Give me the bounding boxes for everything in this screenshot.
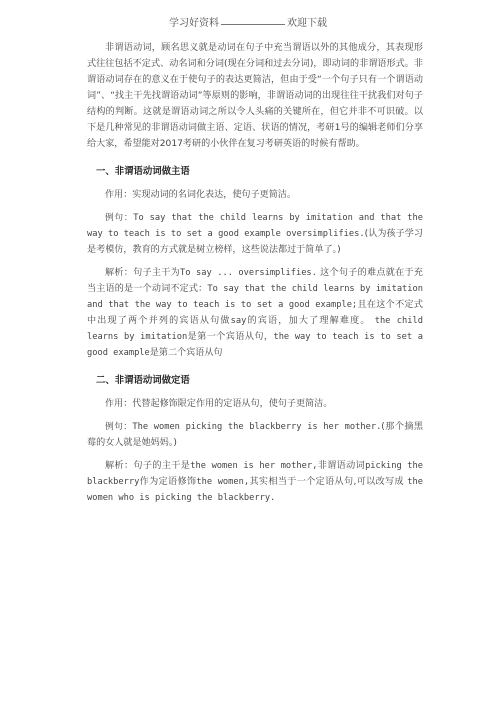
analysis-english: To say ... oversimplifies.: [180, 268, 317, 278]
analysis-text: 的宾语，加大了理解难度。: [246, 316, 371, 326]
header-left-text: 学习好资料: [169, 18, 219, 29]
analysis-paragraph: [87, 458, 423, 506]
analysis-english: the way to teach is to set a good example: [87, 332, 423, 358]
analysis-paragraph: [87, 265, 423, 361]
analysis-english: the women who is picking the blackberry.: [87, 477, 423, 503]
analysis-english: picking the blackberry: [87, 461, 423, 487]
section-heading-subject: 一、非谓语动词做主语: [96, 166, 190, 177]
analysis-english: the women is her mother,: [190, 461, 318, 471]
analysis-text: 解析：句子的主干是: [105, 461, 191, 471]
example-paragraph: [87, 210, 423, 258]
example-chinese: (认为孩子学习是考模仿，教育的方式就是树立榜样，这些说法都过于简单了。): [87, 229, 423, 255]
section-function: 作用：实现动词的名词化表达，使句子更简洁。: [105, 190, 296, 200]
page-header: [0, 14, 496, 29]
section-heading-attributive: 二、非谓语动词做定语: [96, 375, 190, 386]
analysis-text: 且在这个不定式中出现了两个并列的宾语从句做: [87, 300, 423, 326]
document-body: [87, 40, 423, 513]
example-english: 例句：The women picking the blackberry is her mother.: [105, 422, 382, 432]
analysis-english: say: [230, 316, 247, 326]
analysis-text: 是第一个宾语从句，: [187, 332, 274, 342]
analysis-text: 非谓语动词: [317, 461, 366, 471]
analysis-english: the women,: [196, 477, 250, 487]
analysis-text: 解析：句子主干为: [105, 268, 181, 278]
analysis-english: To say that the child learns by imitation and that the way to teach is to set a good example;: [87, 284, 423, 310]
analysis-text: 这个句子的难点就在于充当主语的是一个动词不定式：: [87, 268, 423, 294]
example-chinese: (那个摘黑莓的女人就是她妈妈。): [87, 422, 423, 448]
analysis-text: 其实相当于一个定语从句,可以改写成: [249, 477, 405, 487]
example-paragraph: [87, 419, 423, 451]
intro-paragraph: 非谓语动词，顾名思义就是动词在句子中充当谓语以外的其他成分，其表现形式往往包括不定式、动名词和分词(现在分词和过去分词)，即动词的非谓语形式。非谓语动词存在的意义在于使句子的表达更简洁，但由于受“一个句子只有一个谓语动词”、“找主干先找谓语动词”等原则的影响，非谓语动词的出现往往干扰我们对句子结构的判断。这就是谓语动词之所以令人头痛的关键所在，但它并非不可识破。以下是几种常见的非谓语动词做主语、定语、状语的情况，考研1号的编辑老师们分享给大家，希望能对2017考研的小伙伴在复习考研英语的时候有帮助。: [87, 43, 423, 149]
header-underline: [221, 24, 285, 25]
header-right-text: 欢迎下载: [287, 18, 327, 29]
example-english: 例句：To say that the child learns by imitation and that the way to teach is to set a good example oversimplifies.: [87, 213, 423, 239]
analysis-english: the child learns by imitation: [87, 316, 423, 342]
analysis-text: 作为定语修饰: [139, 477, 197, 487]
section-function: 作用：代替起修饰限定作用的定语从句，使句子更简洁。: [105, 399, 333, 409]
analysis-text: 是第二个宾语从句: [149, 348, 223, 358]
